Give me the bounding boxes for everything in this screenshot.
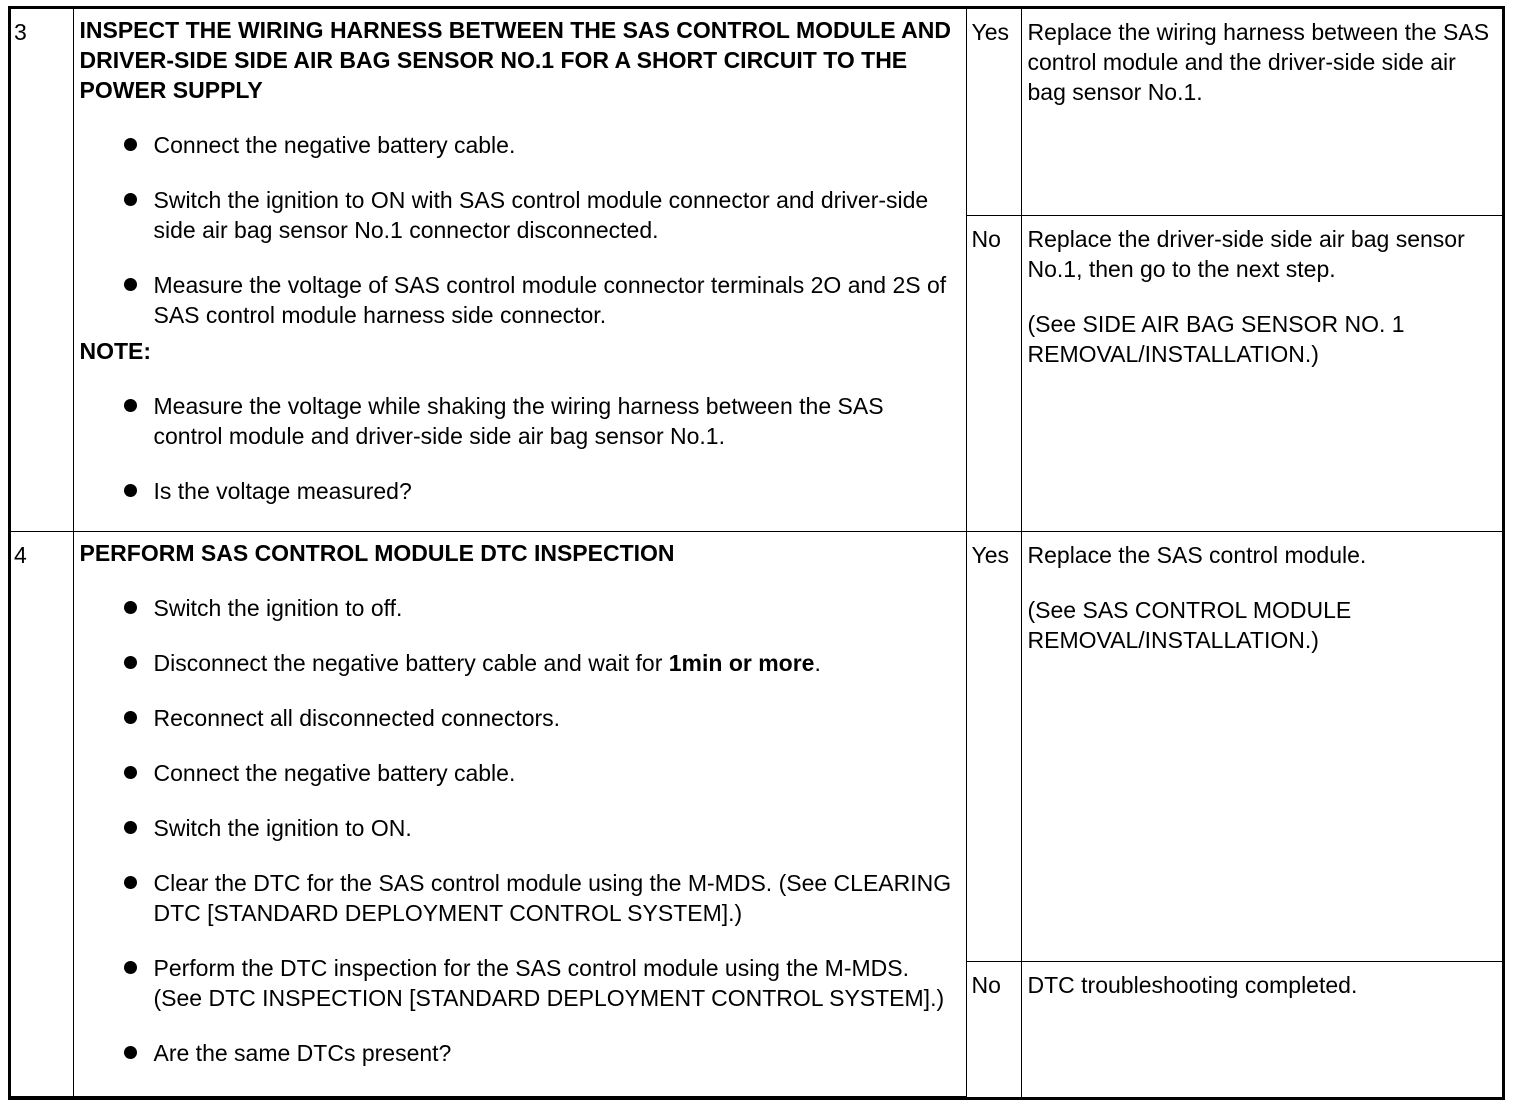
yes-result bbox=[1021, 531, 1502, 961]
step-title: PERFORM SAS CONTROL MODULE DTC INSPECTION bbox=[79, 539, 675, 566]
bullet-item: Measure the voltage of SAS control module connector terminals 2O and 2S of SAS control module harness side connector. bbox=[154, 270, 958, 330]
procedure-list bbox=[80, 593, 958, 1068]
troubleshooting-table-frame bbox=[8, 6, 1505, 1100]
bullet-item: Switch the ignition to ON. bbox=[154, 813, 958, 843]
step-3-procedure bbox=[73, 9, 966, 531]
step-3-yes-row bbox=[11, 9, 1502, 215]
result-text: DTC troubleshooting completed. bbox=[1027, 971, 1358, 998]
yes-result bbox=[1021, 9, 1502, 215]
procedure-list bbox=[80, 130, 958, 330]
step-number: 4 bbox=[11, 531, 73, 1097]
bullet-item: Switch the ignition to off. bbox=[154, 593, 958, 623]
bullet-emphasis: 1min or more bbox=[668, 649, 815, 676]
note-list bbox=[80, 391, 958, 506]
bullet-item: Switch the ignition to ON with SAS control module connector and driver-side side air bag sensor No.1 connector disconnected. bbox=[154, 185, 958, 245]
result-reference: (See SIDE AIR BAG SENSOR NO. 1 REMOVAL/INSTALLATION.) bbox=[1027, 310, 1405, 367]
bullet-text-end: . bbox=[814, 649, 821, 676]
step-title: INSPECT THE WIRING HARNESS BETWEEN THE SAS CONTROL MODULE AND DRIVER-SIDE SIDE AIR BAG SENSOR NO.1 FOR A SHORT CIRCUIT TO THE POWER SUPPLY bbox=[79, 17, 951, 103]
step-4-procedure bbox=[73, 531, 966, 1097]
troubleshooting-table bbox=[11, 9, 1502, 1097]
yes-label: Yes bbox=[966, 9, 1021, 215]
bullet-item: Measure the voltage while shaking the wiring harness between the SAS control module and driver-side side air bag sensor No.1. bbox=[154, 391, 958, 451]
bullet-text: Disconnect the negative battery cable and wait for bbox=[153, 649, 669, 676]
bullet-item: Connect the negative battery cable. bbox=[154, 758, 958, 788]
no-result bbox=[1021, 961, 1502, 1097]
yes-label: Yes bbox=[966, 531, 1021, 961]
no-label: No bbox=[966, 961, 1021, 1097]
result-text: Replace the driver-side side air bag sensor No.1, then go to the next step. bbox=[1027, 225, 1465, 282]
bullet-item: Reconnect all disconnected connectors. bbox=[154, 703, 958, 733]
bullet-item bbox=[154, 648, 958, 678]
result-text: Replace the SAS control module. bbox=[1027, 541, 1367, 568]
no-result bbox=[1021, 215, 1502, 531]
step-number: 3 bbox=[11, 9, 73, 531]
bullet-item: Connect the negative battery cable. bbox=[154, 130, 958, 160]
result-text: Replace the wiring harness between the SAS control module and the driver-side side air bag sensor No.1. bbox=[1027, 19, 1490, 105]
step-4-yes-row bbox=[11, 531, 1502, 961]
no-label: No bbox=[966, 215, 1021, 531]
result-reference: (See SAS CONTROL MODULE REMOVAL/INSTALLATION.) bbox=[1027, 596, 1352, 653]
bullet-item: Is the voltage measured? bbox=[154, 476, 958, 506]
note-label: NOTE: bbox=[79, 338, 152, 364]
bullet-item: Perform the DTC inspection for the SAS control module using the M-MDS. (See DTC INSPECTION [STANDARD DEPLOYMENT CONTROL SYSTEM].) bbox=[154, 953, 958, 1013]
bullet-item: Are the same DTCs present? bbox=[154, 1038, 958, 1068]
bullet-item: Clear the DTC for the SAS control module using the M-MDS. (See CLEARING DTC [STANDARD DEPLOYMENT CONTROL SYSTEM].) bbox=[154, 868, 958, 928]
